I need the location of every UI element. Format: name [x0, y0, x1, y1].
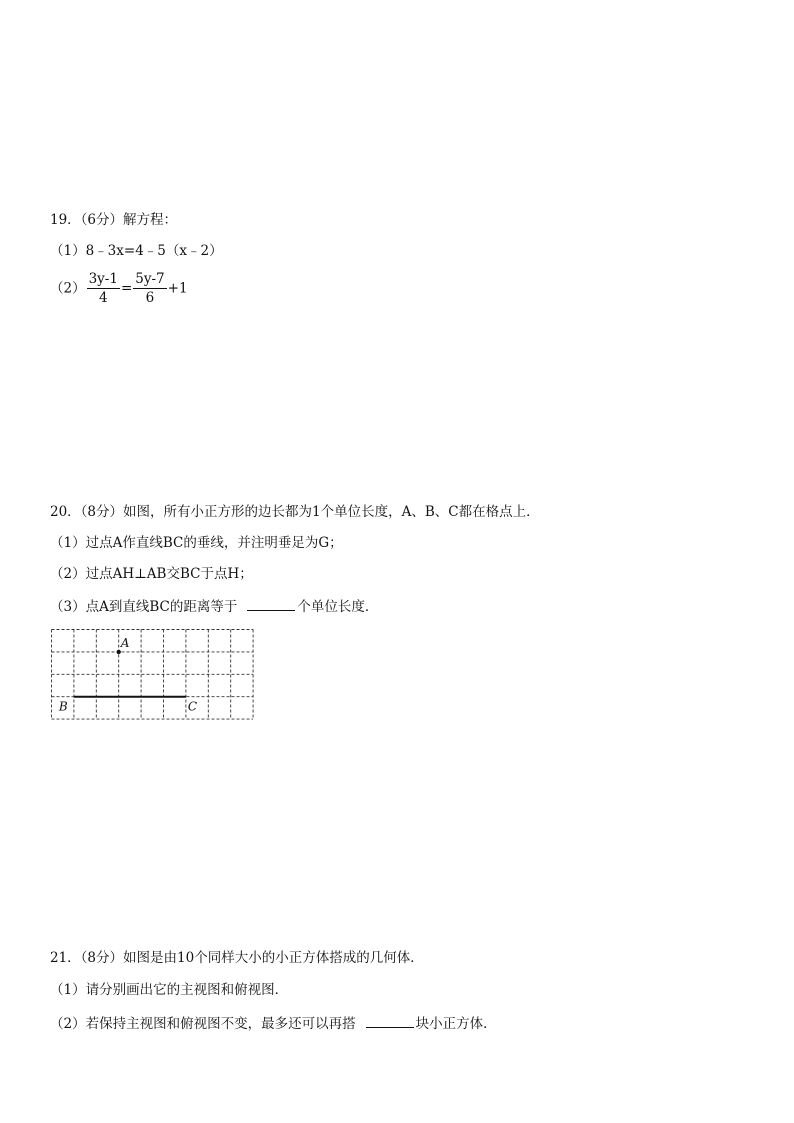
q19-fraction-1-denominator: 4: [98, 290, 108, 306]
q21-part2-suffix: 块小正方体．: [415, 1016, 497, 1032]
q19-part1: [50, 242, 223, 260]
q20-part3-prefix: （3）点A到直线BC的距离等于: [50, 599, 238, 615]
q20-grid-figure: [50, 628, 254, 720]
q19-part1-label: （1）: [50, 243, 86, 259]
q19-fraction-1: [87, 270, 120, 307]
q19-part2: [50, 270, 188, 307]
q19-equals-sign: =: [120, 280, 133, 297]
q19-title: 19．（6分）解方程：: [50, 212, 178, 228]
q19-fraction-2-numerator: 5y-7: [135, 271, 165, 287]
q19-fraction-1-numerator: 3y-1: [88, 271, 118, 287]
point-a: [117, 650, 121, 654]
label-a: A: [120, 635, 130, 650]
label-c: C: [187, 699, 198, 714]
q21-title: 21．（8分）如图是由10个同样大小的小正方体搭成的几何体．: [50, 950, 424, 966]
q21-part2: [50, 1013, 497, 1033]
q20-part3-suffix: 个单位长度．: [297, 599, 379, 615]
q20-title: 20．（8分）如图，所有小正方形的边长都为1个单位长度，A、B、C都在格点上．: [50, 504, 540, 520]
grid-lines: [52, 630, 254, 720]
q19-fraction-2: [133, 270, 166, 307]
q20-part2: （2）过点AH⊥AB交BC于点H；: [50, 566, 253, 582]
q19-part2-label: （2）: [50, 280, 86, 297]
q20-part1: （1）过点A作直线BC的垂线，并注明垂足为G；: [50, 535, 343, 551]
q21-part1: （1）请分别画出它的主视图和俯视图．: [50, 982, 289, 998]
q19-fraction-2-denominator: 6: [145, 290, 155, 306]
q21-answer-blank[interactable]: [366, 1013, 414, 1028]
q19-plus-one: +1: [167, 280, 188, 297]
q20-answer-blank[interactable]: [247, 596, 295, 611]
q19-part1-expr: 8﹣3x=4﹣5（x﹣2）: [85, 243, 223, 259]
q21-part2-prefix: （2）若保持主视图和俯视图不变，最多还可以再搭: [50, 1016, 356, 1032]
q20-part3: [50, 596, 378, 616]
label-b: B: [58, 699, 68, 714]
